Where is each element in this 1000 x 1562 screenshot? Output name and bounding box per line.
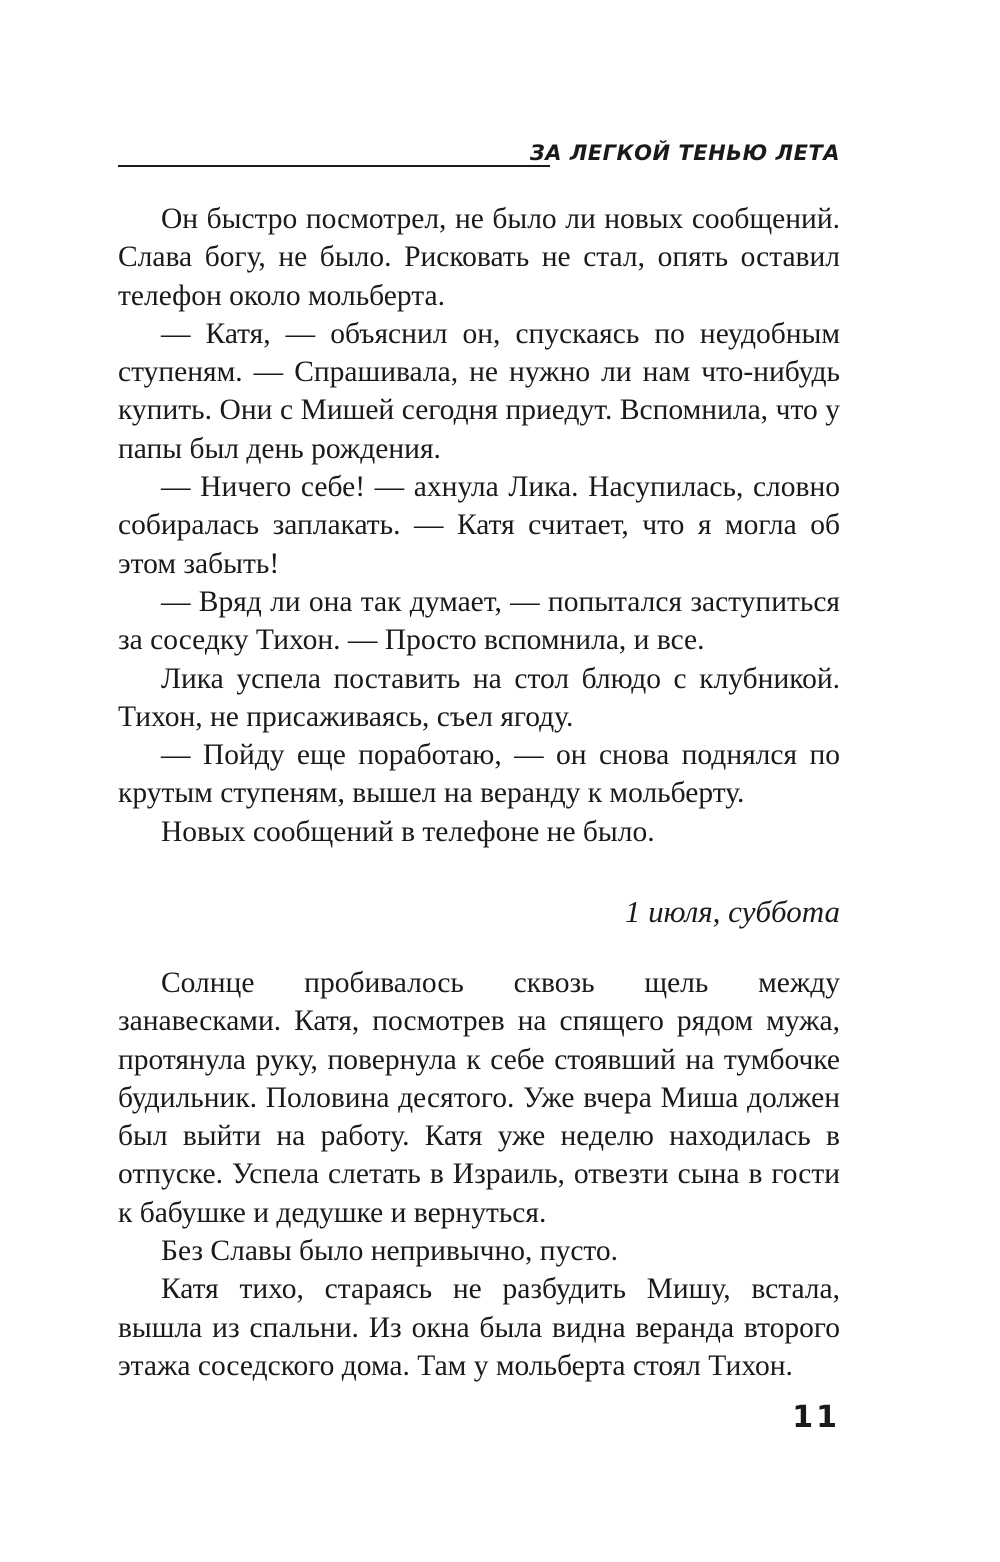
paragraph: — Пойду еще поработаю, — он снова поднялся по крутым ступеням, вышел на веранду к мольберту. bbox=[118, 739, 840, 810]
paragraph: — Ничего себе! — ахнула Лика. Насупилась, словно собиралась заплакать. — Катя считает, что я могла об этом забыть! bbox=[118, 471, 840, 580]
text-section-1 bbox=[118, 200, 840, 851]
paragraph: Новых сообщений в телефоне не было. bbox=[161, 815, 655, 848]
header-rule bbox=[118, 165, 550, 167]
paragraph: Он быстро посмотрел, не было ли новых сообщений. Слава богу, не было. Рисковать не стал, опять оставил телефон около мольберта. bbox=[118, 203, 840, 312]
paragraph: — Вряд ли она так думает, — попытался заступиться за соседку Тихон. — Просто вспомнила, и все. bbox=[118, 585, 840, 657]
date-heading: 1 июля, суббота bbox=[624, 894, 840, 929]
paragraph: — Катя, — объяснил он, спускаясь по неудобным ступеням. — Спрашивала, не нужно ли нам что-нибудь купить. Они с Мишей сегодня приедут. Вспомнила, что у папы был день рождения. bbox=[118, 317, 840, 465]
paragraph: Катя тихо, стараясь не разбудить Мишу, встала, вышла из спальни. Из окна была видна веранда второго этажа соседского дома. Там у мольберта стоял Тихон. bbox=[118, 1273, 840, 1382]
running-title: ЗА ЛЕГКОЙ ТЕНЬЮ ЛЕТА bbox=[529, 141, 840, 165]
paragraph: Солнце пробивалось сквозь щель между занавесками. Катя, посмотрев на спящего рядом мужа, протянула руку, повернула к себе стоявший на тумбочке будильник. Половина десятого. Уже вчера Миша должен был выйти на работу. Катя уже неделю находилась в отпуске. Успела слетать в Израиль, отвезти сына в гости к бабушке и дедушке и вернуться. bbox=[118, 967, 840, 1229]
page-number: 11 bbox=[792, 1400, 840, 1435]
text-section-2 bbox=[118, 964, 840, 1385]
running-header bbox=[118, 136, 840, 170]
paragraph: Лика успела поставить на стол блюдо с клубникой. Тихон, не присаживаясь, съел ягоду. bbox=[118, 662, 840, 733]
paragraph: Без Славы было непривычно, пусто. bbox=[161, 1235, 619, 1268]
